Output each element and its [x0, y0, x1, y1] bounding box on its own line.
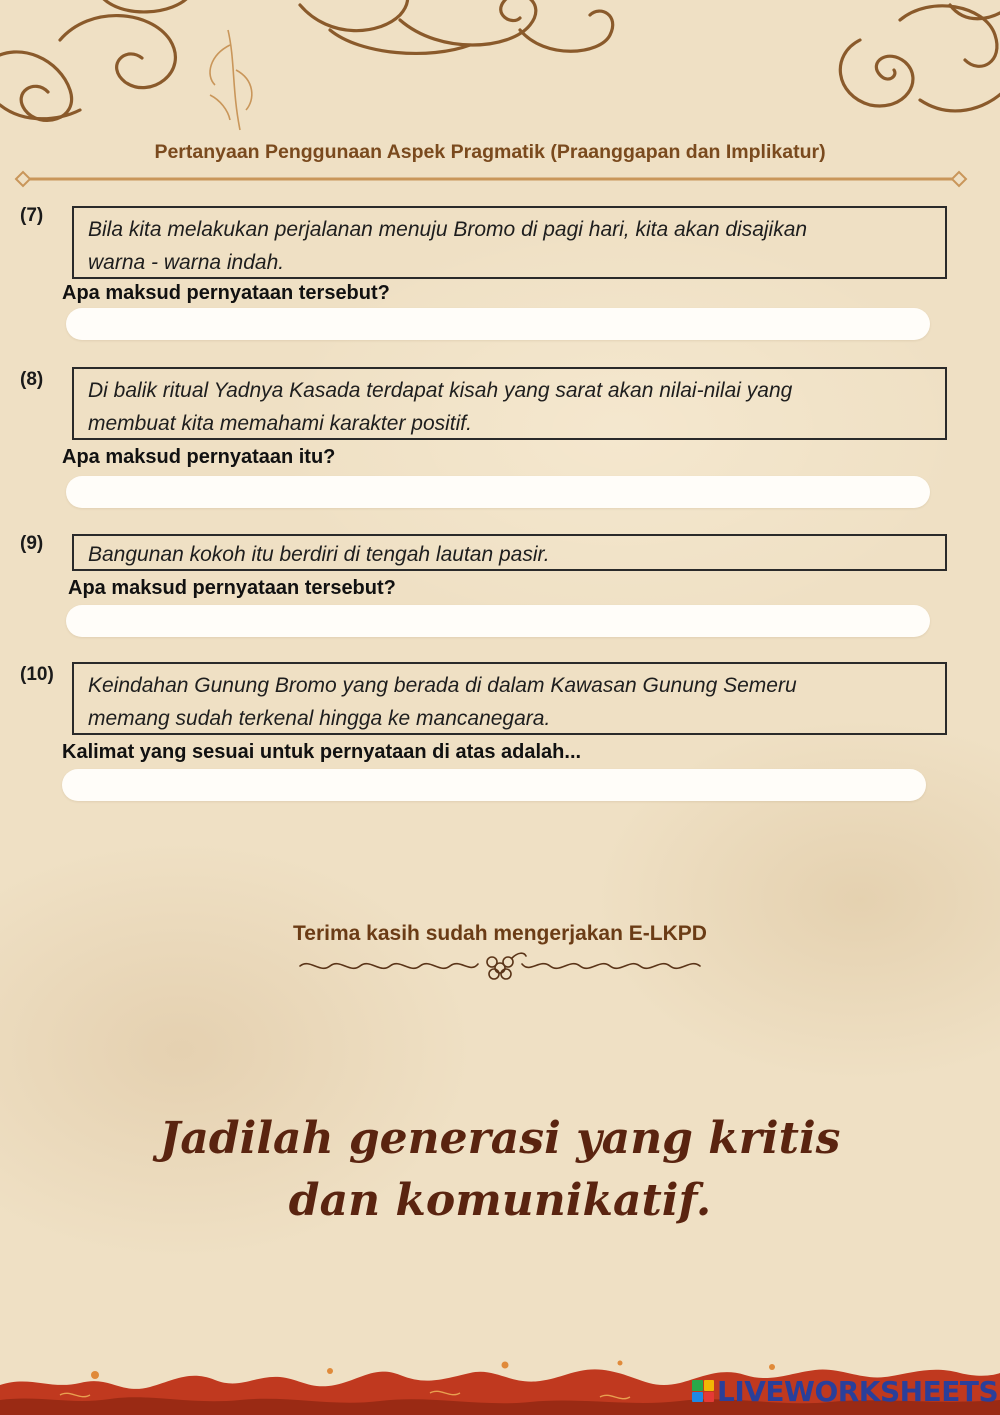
statement-box	[72, 662, 947, 735]
cloud-ornament-top	[0, 0, 1000, 140]
statement-line: Bila kita melakukan perjalanan menuju Bromo di pagi hari, kita akan disajikan	[88, 218, 808, 241]
flourish-divider	[298, 950, 702, 982]
question-prompt: Apa maksud pernyataan tersebut?	[68, 577, 396, 599]
statement-line: Di balik ritual Yadnya Kasada terdapat kisah yang sarat akan nilai-nilai yang	[88, 379, 793, 402]
statement-box	[72, 206, 947, 279]
page-title: Pertanyaan Penggunaan Aspek Pragmatik (Praanggapan dan Implikatur)	[154, 141, 826, 163]
statement-line: Bangunan kokoh itu berdiri di tengah lautan pasir.	[88, 543, 550, 566]
statement-line: memang sudah terkenal hingga ke mancanegara.	[88, 707, 551, 730]
answer-input[interactable]	[66, 476, 930, 508]
statement-line: warna - warna indah.	[88, 251, 285, 274]
question-prompt: Kalimat yang sesuai untuk pernyataan di atas adalah...	[62, 741, 582, 763]
motto-line: Jadilah generasi yang kritis	[159, 1113, 841, 1164]
thanks-text: Terima kasih sudah mengerjakan E-LKPD	[293, 922, 707, 945]
statement-box	[72, 534, 947, 571]
question-number: (7)	[20, 205, 44, 226]
statement-line: membuat kita memahami karakter positif.	[88, 412, 472, 435]
motto-line: dan komunikatif.	[288, 1175, 712, 1226]
question-number: (10)	[20, 664, 54, 685]
brand-logo-icon	[692, 1380, 714, 1402]
answer-input[interactable]	[62, 769, 926, 801]
answer-input[interactable]	[66, 605, 930, 637]
statement-line: Keindahan Gunung Bromo yang berada di dalam Kawasan Gunung Semeru	[88, 674, 797, 697]
statement-box	[72, 367, 947, 440]
question-number: (8)	[20, 369, 44, 390]
header-divider	[14, 170, 968, 188]
motto	[0, 1108, 1000, 1232]
question-prompt: Apa maksud pernyataan itu?	[62, 446, 336, 468]
question-number: (9)	[20, 533, 44, 554]
liveworksheets-logo	[692, 1373, 998, 1409]
brand-name: LIVEWORKSHEETS	[717, 1374, 999, 1408]
answer-input[interactable]	[66, 308, 930, 340]
question-prompt: Apa maksud pernyataan tersebut?	[62, 282, 390, 304]
